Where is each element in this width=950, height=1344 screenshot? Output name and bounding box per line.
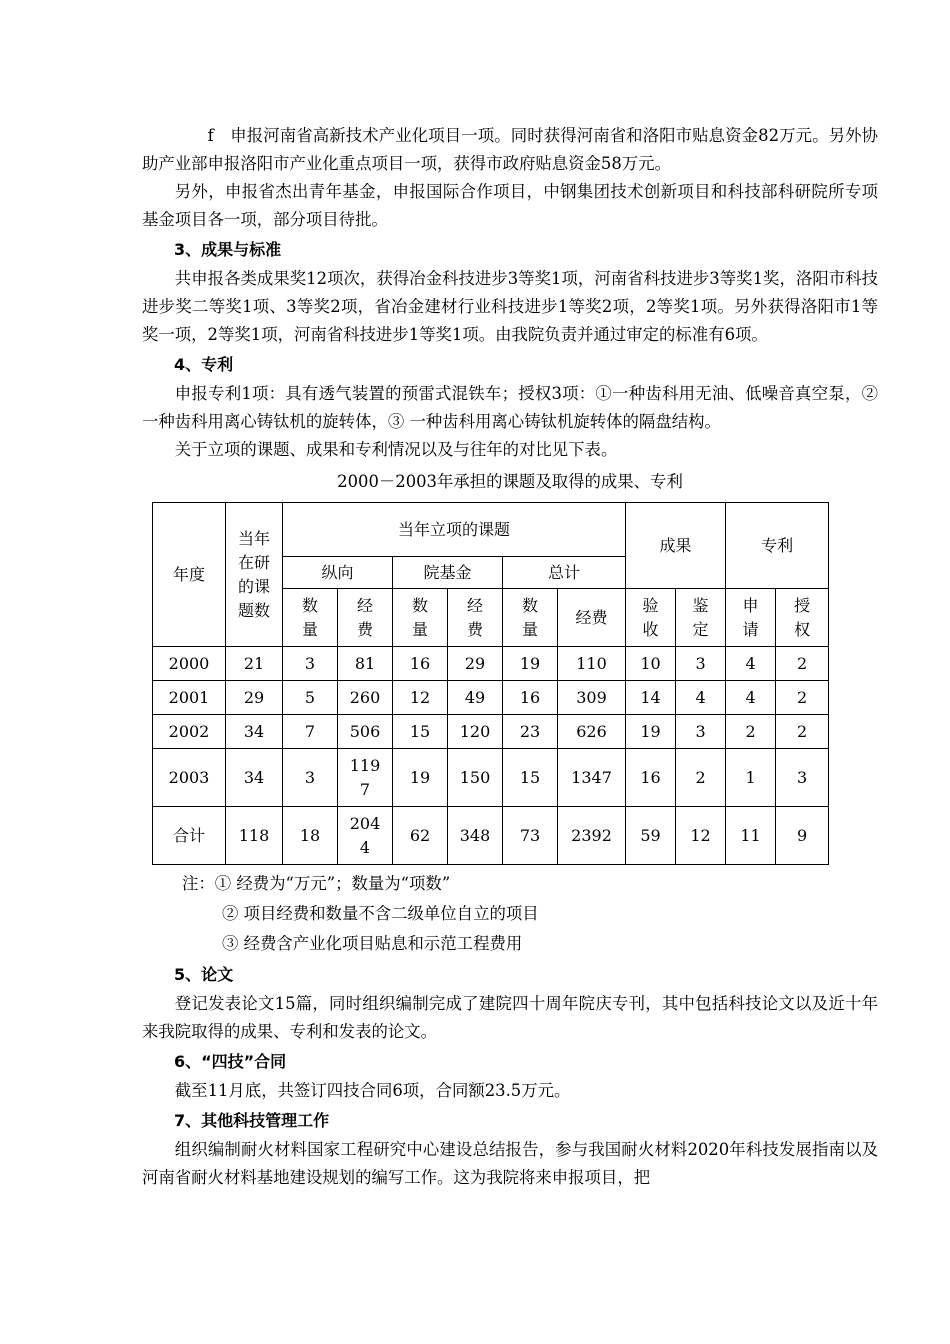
paragraph-papers: 登记发表论文15篇，同时组织编制完成了建院四十周年院庆专刊，其中包括科技论文以及近十年来我院取得的成果、专利和发表的论文。 <box>142 994 878 1041</box>
cell: 7 <box>283 715 338 749</box>
cell: 15 <box>503 749 558 807</box>
cell: 62 <box>393 807 448 865</box>
header-year: 年度 <box>153 503 226 647</box>
header-patents: 专利 <box>726 503 829 589</box>
heading-papers: 5、论文 <box>174 965 234 984</box>
cell: 19 <box>626 715 676 749</box>
note-1: 注：① 经费为“万元”；数量为“项数” <box>182 874 451 893</box>
cell: 2 <box>776 715 829 749</box>
cell: 3 <box>676 715 726 749</box>
paragraph-results-standards: 共申报各类成果奖12项次，获得冶金科技进步3等奖1项，河南省科技进步3等奖1奖，洛阳市科技进步奖二等奖1项、3等奖2项，省冶金建材行业科技进步1等奖2项，2等奖1项。另外获得洛阳市1等奖一项，2等奖1项，河南省科技进步1等奖1项。由我院负责并通过审定的标准有6项。 <box>142 269 878 344</box>
document-page <box>142 122 878 1192</box>
cell: 11 <box>726 807 776 865</box>
header-vertical-money: 经费 <box>338 589 393 647</box>
table-row <box>153 715 829 749</box>
header-vertical-count: 数量 <box>283 589 338 647</box>
header-fund-count: 数量 <box>393 589 448 647</box>
cell: 18 <box>283 807 338 865</box>
header-new-projects: 当年立项的课题 <box>283 503 626 557</box>
header-total-count: 数量 <box>503 589 558 647</box>
projects-table <box>152 502 829 865</box>
cell: 19 <box>393 749 448 807</box>
table-row <box>153 681 829 715</box>
cell: 2 <box>776 681 829 715</box>
cell: 118 <box>226 807 283 865</box>
table-caption: 2000－2003年承担的课题及取得的成果、专利 <box>337 472 683 491</box>
header-appraisal: 鉴定 <box>676 589 726 647</box>
cell: 29 <box>226 681 283 715</box>
header-institute-fund: 院基金 <box>393 557 503 589</box>
cell: 59 <box>626 807 676 865</box>
cell: 19 <box>503 647 558 681</box>
cell: 2 <box>776 647 829 681</box>
header-acceptance: 验收 <box>626 589 676 647</box>
cell: 348 <box>448 807 503 865</box>
cell: 23 <box>503 715 558 749</box>
paragraph-contracts: 截至11月底，共签订四技合同6项，合同额23.5万元。 <box>174 1081 571 1100</box>
cell: 3 <box>776 749 829 807</box>
cell: 150 <box>448 749 503 807</box>
paragraph-other-management: 组织编制耐火材料国家工程研究中心建设总结报告，参与我国耐火材料2020年科技发展指南以及河南省耐火材料基地建设规划的编写工作。这为我院将来申报项目，把 <box>142 1140 878 1187</box>
cell: 49 <box>448 681 503 715</box>
cell: 34 <box>226 749 283 807</box>
table-row <box>153 749 829 807</box>
cell: 21 <box>226 647 283 681</box>
header-vertical: 纵向 <box>283 557 393 589</box>
paragraph-patents: 申报专利1项：具有透气装置的预雷式混铁车；授权3项：①一种齿科用无油、低噪音真空泵，②一种齿科用离心铸钛机的旋转体，③ 一种齿科用离心铸钛机旋转体的隔盘结构。 <box>142 384 878 431</box>
header-total: 总计 <box>503 557 626 589</box>
cell: 2392 <box>558 807 626 865</box>
cell: 4 <box>726 647 776 681</box>
cell: 2044 <box>338 807 393 865</box>
heading-patents: 4、专利 <box>174 355 234 374</box>
cell: 29 <box>448 647 503 681</box>
paragraph-table-intro: 关于立项的课题、成果和专利情况以及与往年的对比见下表。 <box>174 440 618 459</box>
cell: 16 <box>626 749 676 807</box>
cell: 34 <box>226 715 283 749</box>
header-ongoing-projects: 当年在研的课题数 <box>226 503 283 647</box>
header-results: 成果 <box>626 503 726 589</box>
cell: 10 <box>626 647 676 681</box>
cell: 110 <box>558 647 626 681</box>
header-apply: 申请 <box>726 589 776 647</box>
cell-year: 2003 <box>153 749 226 807</box>
cell: 3 <box>283 647 338 681</box>
cell: 506 <box>338 715 393 749</box>
cell: 73 <box>503 807 558 865</box>
cell: 12 <box>393 681 448 715</box>
cell: 81 <box>338 647 393 681</box>
cell-year: 2001 <box>153 681 226 715</box>
header-total-money: 经费 <box>558 589 626 647</box>
cell: 3 <box>283 749 338 807</box>
table-header-row-1 <box>153 503 829 557</box>
cell: 4 <box>726 681 776 715</box>
cell: 626 <box>558 715 626 749</box>
heading-results-standards: 3、成果与标准 <box>174 240 282 259</box>
paragraph-other-applications: 另外，申报省杰出青年基金，申报国际合作项目，中钢集团技术创新项目和科技部科研院所专项基金项目各一项，部分项目待批。 <box>142 182 878 229</box>
cell-year: 2000 <box>153 647 226 681</box>
cell-year: 2002 <box>153 715 226 749</box>
paragraph-f: f 申报河南省高新技术产业化项目一项。同时获得河南省和洛阳市贴息资金82万元。另外协助产业部申报洛阳市产业化重点项目一项，获得市政府贴息资金58万元。 <box>142 126 878 173</box>
table-row-total <box>153 807 829 865</box>
cell: 16 <box>393 647 448 681</box>
cell: 15 <box>393 715 448 749</box>
table-row <box>153 647 829 681</box>
cell: 2 <box>726 715 776 749</box>
header-grant: 授权 <box>776 589 829 647</box>
cell: 12 <box>676 807 726 865</box>
heading-other-management: 7、其他科技管理工作 <box>174 1111 330 1130</box>
table-notes <box>142 869 878 959</box>
note-2: ② 项目经费和数量不含二级单位自立的项目 <box>222 904 539 923</box>
cell: 4 <box>676 681 726 715</box>
cell: 3 <box>676 647 726 681</box>
cell: 1197 <box>338 749 393 807</box>
cell: 260 <box>338 681 393 715</box>
cell: 16 <box>503 681 558 715</box>
header-fund-money: 经费 <box>448 589 503 647</box>
cell: 5 <box>283 681 338 715</box>
cell: 14 <box>626 681 676 715</box>
cell: 9 <box>776 807 829 865</box>
cell: 1347 <box>558 749 626 807</box>
note-3: ③ 经费含产业化项目贴息和示范工程费用 <box>222 934 523 953</box>
heading-contracts: 6、“四技”合同 <box>174 1052 287 1071</box>
cell: 1 <box>726 749 776 807</box>
cell: 309 <box>558 681 626 715</box>
cell-year: 合计 <box>153 807 226 865</box>
cell: 120 <box>448 715 503 749</box>
cell: 2 <box>676 749 726 807</box>
